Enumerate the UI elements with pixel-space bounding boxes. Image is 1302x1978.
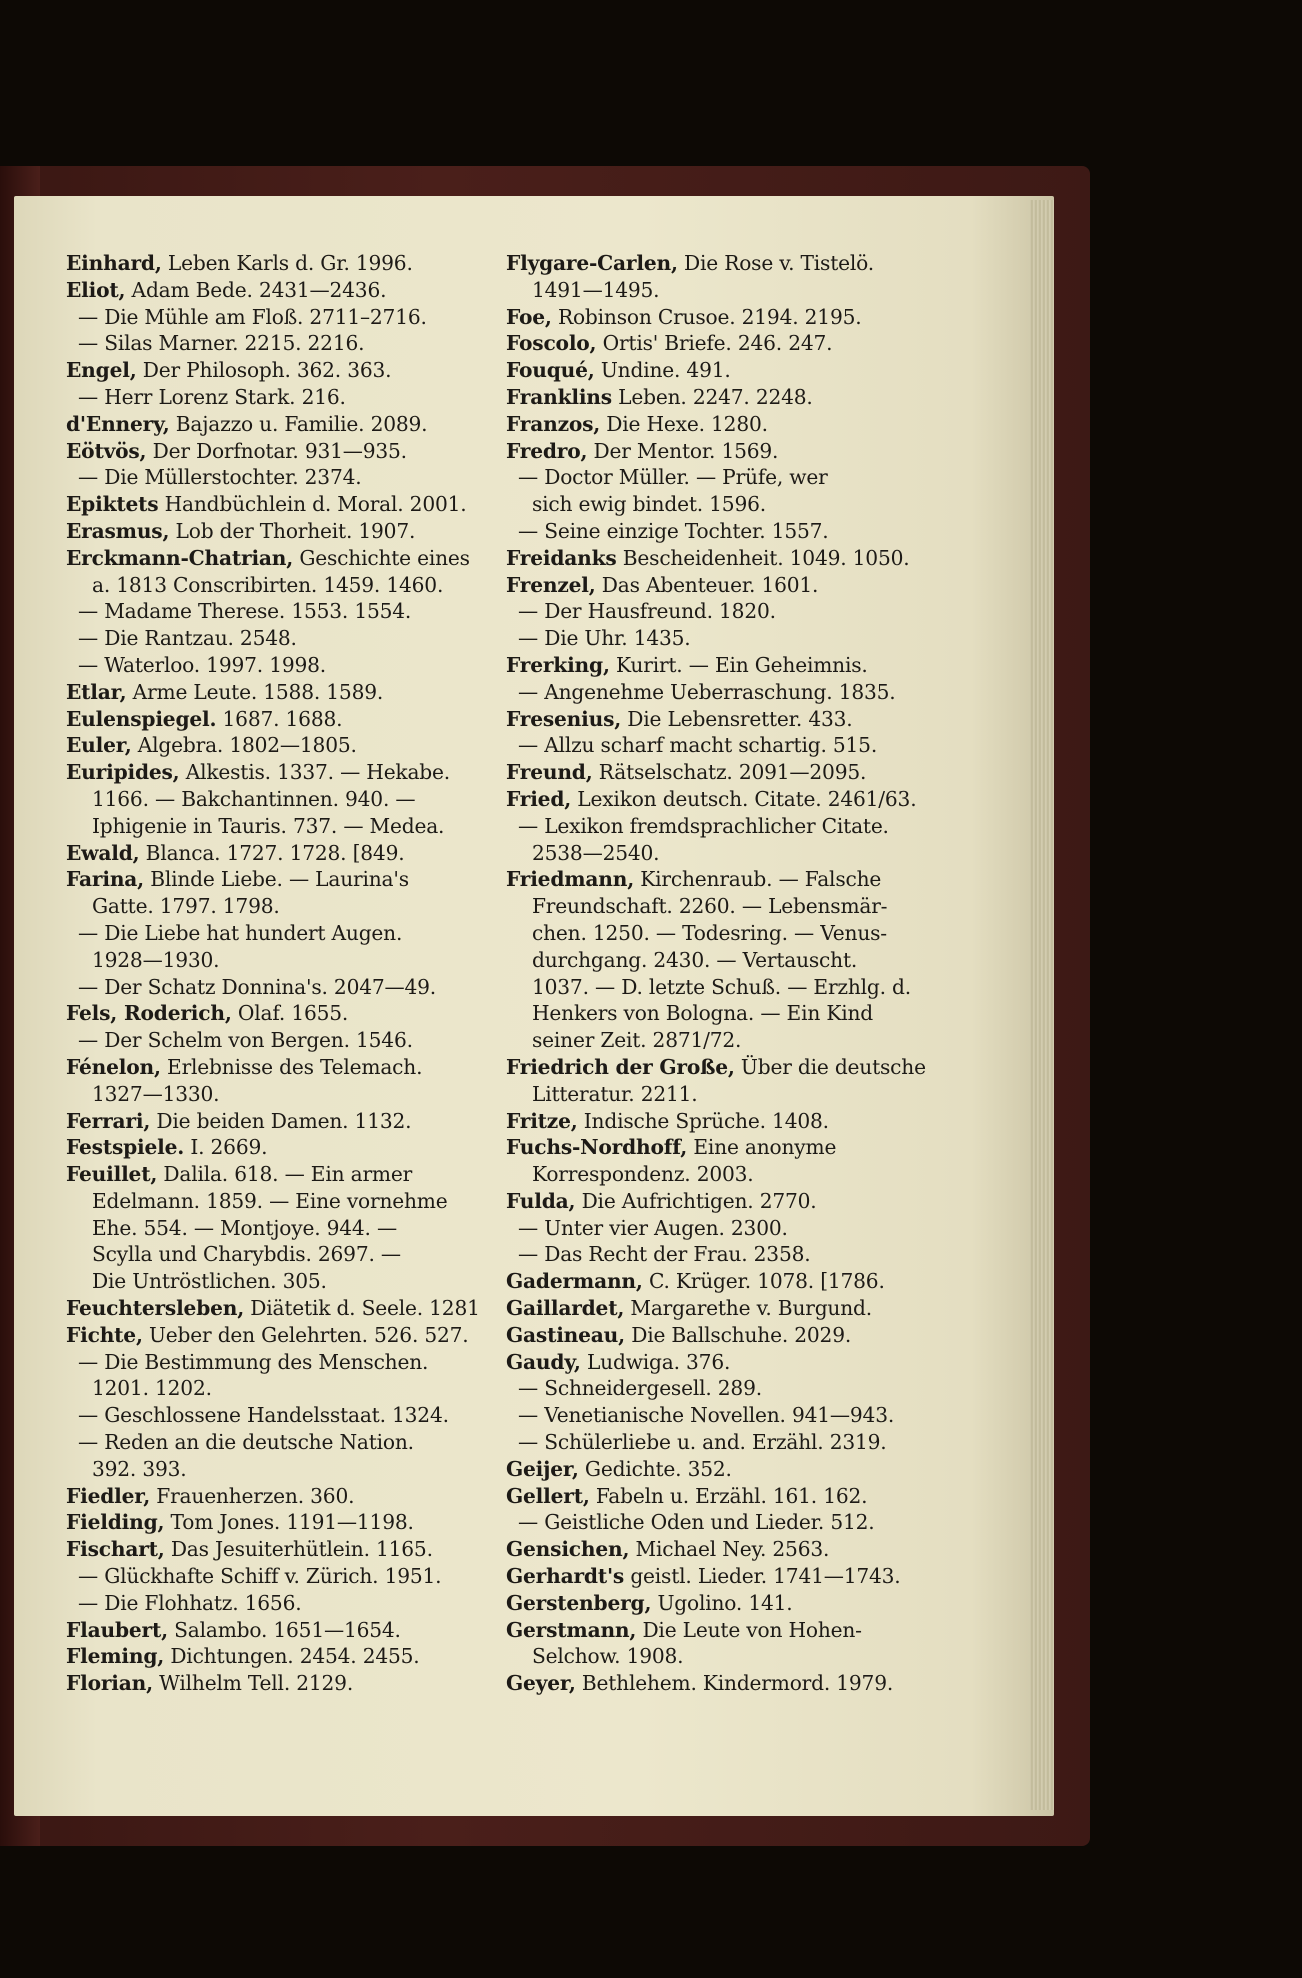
entry-author: Einhard, [66,251,162,275]
index-entry-line [66,1108,506,1135]
entry-text: 1491—1495. [532,277,660,302]
entry-text: Kirchenraub. — Falsche [634,867,882,892]
index-entry-line [506,786,946,813]
index-entry-line [506,759,946,786]
index-entry-line [506,250,946,277]
entry-text: C. Krüger. 1078. [1786. [642,1269,885,1294]
index-entry-line [506,679,946,706]
entry-author: Gensichen, [506,1537,630,1562]
index-entry-line [66,1188,506,1215]
index-entry-line [66,974,506,1001]
index-entry-line [506,411,946,438]
entry-author: Fleming, [66,1644,165,1669]
entry-text: Bethlehem. Kindermord. 1979. [575,1671,894,1696]
index-entry-line [506,947,946,974]
entry-author: Friedrich der Große, [506,1054,735,1079]
entry-text: Ehe. 554. — Montjoye. 944. — [92,1215,397,1240]
index-entry-line [66,1349,506,1376]
index-entry-line [506,1590,946,1617]
entry-text: a. 1813 Conscribirten. 1459. 1460. [92,572,444,597]
entry-text: Über die deutsche [734,1054,926,1079]
entry-text: — Geschlossene Handelsstaat. 1324. [78,1403,449,1428]
index-entry-line [66,1429,506,1456]
entry-author: Foe, [506,304,552,329]
index-entry-line [506,330,946,357]
entry-text: Salambo. 1651—1654. [167,1617,401,1642]
index-entry-line [66,1215,506,1242]
entry-text: Kurirt. — Ein Geheimnis. [609,652,868,677]
index-entry-line [506,1536,946,1563]
index-entry-line [506,1108,946,1135]
entry-text: — Herr Lorenz Stark. 216. [78,384,346,409]
index-entry-line [66,732,506,759]
index-entry-line [506,464,946,491]
entry-text: — Das Recht der Frau. 2358. [518,1242,811,1267]
entry-text: Indische Sprüche. 1408. [577,1108,829,1133]
index-entry-line [506,1349,946,1376]
entry-text: Geschichte eines [293,545,470,570]
entry-text: 1327—1330. [92,1081,220,1106]
index-entry-line [506,1322,946,1349]
entry-author: Fouqué, [506,358,595,383]
entry-author: Friedmann, [506,867,635,892]
index-entry-line [66,920,506,947]
entry-author: Euler, [66,733,132,758]
index-entry-line [506,438,946,465]
index-entry-line [506,1375,946,1402]
entry-text: Die Lebensretter. 433. [621,706,853,731]
entry-text: — Die Liebe hat hundert Augen. [78,920,403,945]
index-entry-line [506,813,946,840]
index-entry-line [66,1509,506,1536]
entry-author: Fried, [506,786,572,811]
entry-text: Ludwiga. 376. [580,1349,731,1374]
entry-text: Michael Ney. 2563. [629,1537,830,1562]
index-entry-line [66,518,506,545]
index-entry-line [506,652,946,679]
entry-text: 1687. 1688. [216,706,343,731]
entry-text: Eine anonyme [687,1135,837,1160]
index-entry-line [506,1670,946,1697]
entry-text: Die Ballschuhe. 2029. [625,1322,852,1347]
entry-text: — Doctor Müller. — Prüfe, wer [518,465,828,490]
entry-text: — Schülerliebe u. and. Erzähl. 2319. [518,1430,887,1455]
entry-author: Franklins [506,384,612,409]
entry-text: seiner Zeit. 2871/72. [532,1028,742,1053]
entry-author: Gadermann, [506,1269,643,1294]
entry-text: — Die Müllerstochter. 2374. [78,465,362,490]
index-entry-line [506,598,946,625]
entry-text: chen. 1250. — Todesring. — Venus- [532,920,887,945]
index-entry-line [66,706,506,733]
index-entry-line [66,464,506,491]
index-entry-line [66,1402,506,1429]
entry-text: — Silas Marner. 2215. 2216. [78,331,365,356]
index-entry-line [66,1617,506,1644]
entry-text: — Madame Therese. 1553. 1554. [78,599,412,624]
index-entry-line [66,1375,506,1402]
entry-author: Franzos, [506,411,601,436]
index-entry-line [66,1000,506,1027]
entry-text: Blanca. 1727. 1728. [849. [139,840,405,865]
page-edges [1030,200,1054,1810]
entry-text: Fabeln u. Erzähl. 161. 162. [589,1483,868,1508]
entry-text: Blinde Liebe. — Laurina's [144,867,409,892]
index-entry-line [506,1563,946,1590]
entry-author: Eötvös, [66,438,147,463]
index-entry-line [66,1643,506,1670]
entry-text: — Die Rantzau. 2548. [78,626,297,651]
index-entry-line [506,1161,946,1188]
index-entry-line [506,1188,946,1215]
entry-text: — Der Schatz Donnina's. 2047—49. [78,974,436,999]
index-entry-line [66,1563,506,1590]
entry-text: Wilhelm Tell. 2129. [152,1671,354,1696]
index-entry-line [66,330,506,357]
entry-text: Dalila. 618. — Ein armer [157,1162,413,1187]
entry-author: Epiktets [66,492,159,517]
index-entry-line [66,1161,506,1188]
entry-text: Die beiden Damen. 1132. [150,1108,412,1133]
index-entry-line [66,572,506,599]
entry-text: Undine. 491. [594,358,731,383]
entry-author: Ewald, [66,840,140,865]
entry-text: durchgang. 2430. — Vertauscht. [532,947,858,972]
index-entry-line [506,1295,946,1322]
entry-author: Feuillet, [66,1162,158,1187]
entry-text: — Angenehme Ueberraschung. 1835. [518,679,896,704]
entry-author: Etlar, [66,679,127,704]
index-entry-line [66,1081,506,1108]
entry-text: 1166. — Bakchantinnen. 940. — [92,786,416,811]
index-entry-line [66,411,506,438]
index-entry-line [66,1590,506,1617]
entry-text: Das Abenteuer. 1601. [595,572,819,597]
entry-author: Gaillardet, [506,1296,625,1321]
entry-text: Ugolino. 141. [651,1590,793,1615]
entry-text: — Lexikon fremdsprachlicher Citate. [518,813,889,838]
entry-text: Lob der Thorheit. 1907. [169,518,416,543]
index-entry-line [506,706,946,733]
index-entry-line [66,759,506,786]
index-entry-line [506,572,946,599]
entry-text: Handbüchlein d. Moral. 2001. [158,492,467,517]
entry-author: Feuchtersleben, [66,1296,245,1321]
index-entry-line [66,1456,506,1483]
index-entry-line [66,1134,506,1161]
entry-text: Algebra. 1802—1805. [131,733,357,758]
index-entry-line [66,545,506,572]
index-entry-line [66,1295,506,1322]
index-entry-line [506,1215,946,1242]
index-entry-line [66,384,506,411]
entry-text: — Der Hausfreund. 1820. [518,599,776,624]
entry-text: — Die Mühle am Floß. 2711–2716. [78,304,427,329]
index-entry-line [506,1456,946,1483]
entry-author: Gerstenberg, [506,1590,652,1615]
entry-text: Das Jesuiterhütlein. 1165. [164,1537,433,1562]
index-entry-line [66,1670,506,1697]
entry-text: Leben. 2247. 2248. [611,384,813,409]
entry-author: Fuchs-Nordhoff, [506,1135,688,1160]
entry-author: Frenzel, [506,572,596,597]
entry-text: Ortis' Briefe. 246. 247. [596,331,833,356]
entry-text: I. 2669. [184,1135,268,1160]
index-entry-line [506,518,946,545]
entry-text: Freundschaft. 2260. — Lebensmär- [532,894,888,919]
index-entry-line [66,866,506,893]
index-entry-line [506,1402,946,1429]
index-column-right [506,250,946,1697]
entry-text: Erlebnisse des Telemach. [160,1054,423,1079]
index-entry-line [66,786,506,813]
entry-author: Euripides, [66,760,180,785]
entry-text: 1928—1930. [92,947,220,972]
entry-author: Fischart, [66,1537,165,1562]
entry-text: 1037. — D. letzte Schuß. — Erzhlg. d. [532,974,911,999]
entry-text: — Waterloo. 1997. 1998. [78,652,326,677]
index-entry-line [506,732,946,759]
index-entry-line [66,277,506,304]
entry-text: Die Untröstlichen. 305. [92,1269,327,1294]
entry-author: Fresenius, [506,706,622,731]
entry-text: Tom Jones. 1191—1198. [164,1510,414,1535]
entry-author: Flaubert, [66,1617,168,1642]
index-entry-line [66,357,506,384]
entry-text: Lexikon deutsch. Citate. 2461/63. [571,786,917,811]
entry-author: Gaudy, [506,1349,581,1374]
entry-text: Der Philosoph. 362. 363. [136,358,392,383]
entry-author: Foscolo, [506,331,597,356]
entry-author: Fredro, [506,438,588,463]
entry-author: Frerking, [506,652,610,677]
entry-author: Erasmus, [66,518,170,543]
index-entry-line [66,1483,506,1510]
entry-text: Die Leute von Hohen- [636,1617,862,1642]
index-entry-line [506,491,946,518]
entry-author: Gerstmann, [506,1617,637,1642]
entry-text: — Die Uhr. 1435. [518,626,691,651]
entry-author: Eliot, [66,277,126,302]
entry-text: 1201. 1202. [92,1376,212,1401]
entry-text: 392. 393. [92,1456,187,1481]
entry-text: Dichtungen. 2454. 2455. [164,1644,420,1669]
index-entry-line [506,1617,946,1644]
entry-text: — Allzu scharf macht schartig. 515. [518,733,878,758]
entry-text: Henkers von Bologna. — Ein Kind [532,1001,874,1026]
index-entry-line [66,250,506,277]
entry-text: Leben Karls d. Gr. 1996. [161,251,413,275]
entry-text: Bajazzo u. Familie. 2089. [169,411,428,436]
index-entry-line [66,491,506,518]
entry-text: 2538—2540. [532,840,660,865]
entry-author: Ferrari, [66,1108,151,1133]
index-entry-line [506,1268,946,1295]
entry-text: — Geistliche Oden und Lieder. 512. [518,1510,875,1535]
entry-author: Fritze, [506,1108,578,1133]
entry-text: Selchow. 1908. [532,1644,684,1669]
entry-text: sich ewig bindet. 1596. [532,492,766,517]
index-entry-line [66,1054,506,1081]
index-entry-line [66,438,506,465]
entry-author: Fulda, [506,1188,576,1213]
entry-text: Der Dorfnotar. 931—935. [146,438,407,463]
entry-text: Scylla und Charybdis. 2697. — [92,1242,401,1267]
index-entry-line [66,1268,506,1295]
entry-text: geistl. Lieder. 1741—1743. [624,1564,901,1589]
entry-author: Erckmann-Chatrian, [66,545,294,570]
index-entry-line [506,1054,946,1081]
entry-author: Gastineau, [506,1322,625,1347]
entry-author: Fiedler, [66,1483,151,1508]
entry-text: Ueber den Gelehrten. 526. 527. [142,1322,469,1347]
index-entry-line [66,947,506,974]
entry-text: Diätetik d. Seele. 1281 [244,1296,480,1321]
index-entry-line [506,545,946,572]
entry-author: d'Ennery, [66,411,170,436]
entry-author: Fielding, [66,1510,165,1535]
entry-author: Florian, [66,1671,153,1696]
entry-text: Gatte. 1797. 1798. [92,894,280,919]
entry-text: — Die Bestimmung des Menschen. [78,1349,429,1374]
index-entry-line [506,625,946,652]
index-entry-line [506,1241,946,1268]
entry-author: Eulenspiegel. [66,706,217,731]
index-entry-line [506,1000,946,1027]
entry-text: Frauenherzen. 360. [150,1483,355,1508]
index-entry-line [66,598,506,625]
index-entry-line [506,304,946,331]
entry-text: Korrespondenz. 2003. [532,1162,754,1187]
entry-text: Olaf. 1655. [231,1001,349,1026]
index-entry-line [506,920,946,947]
entry-text: — Venetianische Novellen. 941—943. [518,1403,895,1428]
entry-text: Die Aufrichtigen. 2770. [575,1188,817,1213]
entry-text: Margarethe v. Burgund. [624,1296,872,1321]
index-entry-line [506,1027,946,1054]
entry-text: — Der Schelm von Bergen. 1546. [78,1028,413,1053]
entry-text: Adam Bede. 2431—2436. [125,277,387,302]
index-entry-line [506,1643,946,1670]
entry-text: Iphigenie in Tauris. 737. — Medea. [92,813,445,838]
entry-author: Geijer, [506,1456,579,1481]
entry-text: — Die Flohhatz. 1656. [78,1590,302,1615]
index-entry-line [506,277,946,304]
entry-text: — Seine einzige Tochter. 1557. [518,518,829,543]
entry-text: Die Hexe. 1280. [600,411,768,436]
entry-text: Bescheidenheit. 1049. 1050. [616,545,910,570]
entry-text: Litteratur. 2211. [532,1081,698,1106]
entry-text: Die Rose v. Tistelö. [677,251,874,275]
entry-text: Edelmann. 1859. — Eine vornehme [92,1188,448,1213]
entry-text: Gedichte. 352. [578,1456,732,1481]
index-entry-line [66,1322,506,1349]
entry-author: Gellert, [506,1483,590,1508]
index-entry-line [506,1081,946,1108]
index-entry-line [66,813,506,840]
index-entry-line [66,1536,506,1563]
entry-text: Rätselschatz. 2091—2095. [592,760,867,785]
index-entry-line [506,1429,946,1456]
index-entry-line [66,304,506,331]
index-entry-line [506,357,946,384]
entry-text: — Unter vier Augen. 2300. [518,1215,788,1240]
index-entry-line [66,893,506,920]
entry-author: Fels, Roderich, [66,1001,232,1026]
entry-text: Arme Leute. 1588. 1589. [126,679,384,704]
entry-author: Freund, [506,760,593,785]
entry-author: Flygare-Carlen, [506,251,678,275]
entry-text: — Schneidergesell. 289. [518,1376,762,1401]
entry-author: Engel, [66,358,137,383]
entry-text: — Glückhafte Schiff v. Zürich. 1951. [78,1564,442,1589]
entry-author: Festspiele. [66,1135,185,1160]
entry-author: Freidanks [506,545,617,570]
index-entry-line [506,974,946,1001]
index-entry-line [66,1027,506,1054]
index-entry-line [66,625,506,652]
entry-author: Geyer, [506,1671,576,1696]
entry-text: — Reden an die deutsche Nation. [78,1430,414,1455]
entry-author: Fichte, [66,1322,143,1347]
index-entry-line [66,1241,506,1268]
entry-text: Der Mentor. 1569. [587,438,779,463]
entry-author: Fénelon, [66,1054,161,1079]
index-entry-line [506,866,946,893]
entry-text: Alkestis. 1337. — Hekabe. [179,760,450,785]
index-entry-line [506,384,946,411]
index-entry-line [506,840,946,867]
index-column-left [66,250,506,1697]
entry-text: Robinson Crusoe. 2194. 2195. [551,304,862,329]
index-entry-line [66,679,506,706]
entry-author: Gerhardt's [506,1564,625,1589]
index-entry-line [506,1134,946,1161]
index-entry-line [506,1483,946,1510]
entry-author: Farina, [66,867,144,892]
index-entry-line [506,1509,946,1536]
index-entry-line [506,893,946,920]
index-entry-line [66,652,506,679]
index-entry-line [66,840,506,867]
